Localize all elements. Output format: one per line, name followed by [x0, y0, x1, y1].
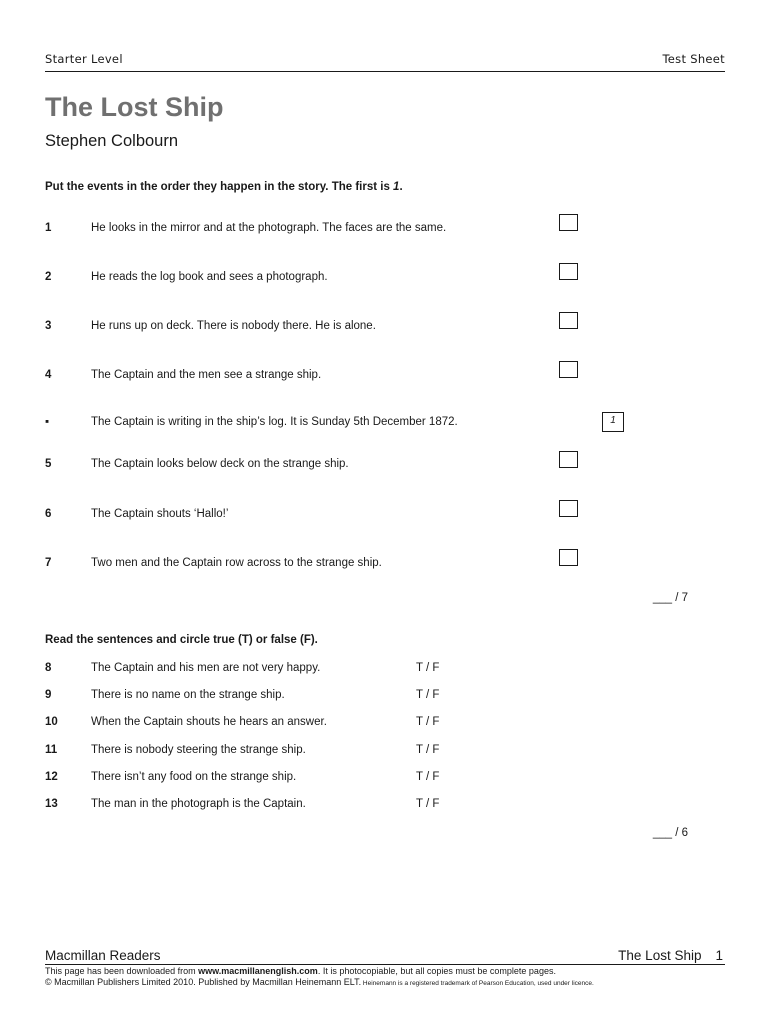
item-number: 10 — [45, 716, 58, 728]
tf-item — [45, 716, 708, 738]
item-text: The Captain and the men see a strange ship. — [91, 369, 322, 381]
item-number: 6 — [45, 508, 52, 520]
item-number: 1 — [45, 222, 52, 234]
copyright-text: © Macmillan Publishers Limited 2010. Published by Macmillan Heinemann ELT. — [45, 977, 362, 987]
item-text: There is no name on the strange ship. — [91, 689, 285, 701]
example-bullet: ▪ — [45, 416, 50, 428]
item-number: 2 — [45, 271, 52, 283]
answer-box[interactable] — [559, 361, 578, 378]
ordering-instruction-text: Put the events in the order they happen in the story. The first is — [45, 181, 394, 193]
tf-item — [45, 798, 708, 820]
author-name: Stephen Colbourn — [45, 132, 179, 150]
item-number: 4 — [45, 369, 52, 381]
tf-item — [45, 689, 708, 711]
item-text: There isn’t any food on the strange ship. — [91, 771, 297, 783]
footer-divider — [45, 964, 725, 965]
item-text: There is nobody steering the strange ship. — [91, 744, 306, 756]
item-text: The man in the photograph is the Captain. — [91, 798, 306, 810]
answer-box[interactable] — [559, 312, 578, 329]
item-text: The Captain is writing in the ship’s log. It is Sunday 5th December 1872. — [91, 416, 458, 428]
page-header — [45, 52, 725, 72]
tf-item — [45, 771, 708, 793]
item-number: 5 — [45, 458, 52, 470]
order-item — [45, 320, 708, 342]
series-name: Macmillan Readers — [45, 948, 161, 963]
item-text: Two men and the Captain row across to the strange ship. — [91, 557, 382, 569]
ordering-instruction-number: 1 — [393, 181, 400, 193]
item-text: He reads the log book and sees a photograph. — [91, 271, 328, 283]
true-false-choice[interactable]: T / F — [416, 771, 440, 783]
page-number: 1 — [715, 948, 723, 963]
download-notice-rest: . It is photocopiable, but all copies must be complete pages. — [317, 966, 556, 976]
true-false-choice[interactable]: T / F — [416, 744, 440, 756]
order-item — [45, 369, 708, 391]
page-title: The Lost Ship — [45, 92, 224, 122]
true-false-choice[interactable]: T / F — [416, 662, 440, 674]
truefalse-instruction: Read the sentences and circle true (T) or false (F). — [45, 634, 318, 646]
copyright-notice — [45, 977, 594, 989]
item-number: 8 — [45, 662, 52, 674]
example-answer-box — [602, 412, 624, 432]
item-number: 11 — [45, 744, 58, 756]
answer-box[interactable] — [559, 549, 578, 566]
level-label: Starter Level — [45, 52, 123, 66]
website-link[interactable]: www.macmillanenglish.com — [198, 966, 318, 976]
item-number: 13 — [45, 798, 58, 810]
ordering-instruction — [45, 181, 403, 193]
trademark-text: Heinemann is a registered trademark of Pearson Education, used under licence. — [361, 980, 594, 987]
true-false-choice[interactable]: T / F — [416, 689, 440, 701]
section2-score: ___ / 6 — [652, 827, 688, 839]
footer-book-title: The Lost Ship — [618, 948, 702, 963]
answer-box[interactable] — [559, 214, 578, 231]
sheet-label: Test Sheet — [662, 52, 725, 66]
ordering-instruction-end: . — [399, 181, 403, 193]
item-text: The Captain shouts ‘Hallo!’ — [91, 508, 229, 520]
item-number: 9 — [45, 689, 52, 701]
order-item — [45, 222, 708, 244]
download-notice-text: This page has been downloaded from — [45, 966, 199, 976]
item-number: 3 — [45, 320, 52, 332]
example-answer-value: 1 — [610, 415, 616, 426]
download-notice — [45, 966, 556, 976]
order-item — [45, 271, 708, 293]
footer-book-info — [618, 948, 723, 963]
tf-item — [45, 744, 708, 766]
true-false-choice[interactable]: T / F — [416, 798, 440, 810]
item-text: The Captain and his men are not very happy. — [91, 662, 321, 674]
order-item — [45, 557, 708, 579]
answer-box[interactable] — [559, 500, 578, 517]
item-number: 12 — [45, 771, 58, 783]
answer-box[interactable] — [559, 451, 578, 468]
true-false-choice[interactable]: T / F — [416, 716, 440, 728]
order-item — [45, 458, 708, 480]
answer-box[interactable] — [559, 263, 578, 280]
section1-score: ___ / 7 — [652, 592, 688, 604]
item-text: He runs up on deck. There is nobody there. He is alone. — [91, 320, 376, 332]
order-item — [45, 508, 708, 530]
item-text: When the Captain shouts he hears an answer. — [91, 716, 327, 728]
item-text: The Captain looks below deck on the strange ship. — [91, 458, 349, 470]
tf-item — [45, 662, 708, 684]
item-text: He looks in the mirror and at the photograph. The faces are the same. — [91, 222, 447, 234]
item-number: 7 — [45, 557, 52, 569]
